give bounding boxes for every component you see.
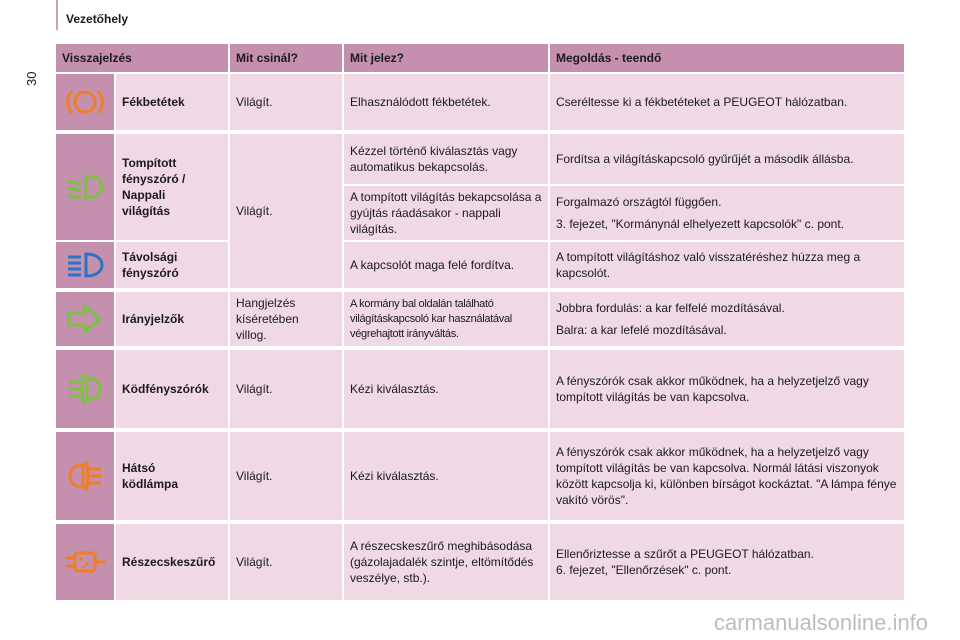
row-solution-lowbeam-b bbox=[550, 186, 904, 240]
dpf-solution-line: 6. fejezet, "Ellenőrzések" c. pont. bbox=[556, 563, 732, 577]
row-name-lowbeam bbox=[116, 134, 228, 240]
row-action-rearfog: Világít. bbox=[230, 432, 342, 520]
row-name-highbeam bbox=[116, 242, 228, 288]
row-meaning-rearfog: Kézi kiválasztás. bbox=[344, 432, 548, 520]
indicator-solution-line: Jobbra fordulás: a kar felfelé mozdításával. bbox=[556, 301, 785, 315]
lowbeam-name-line: fényszóró / bbox=[122, 172, 186, 186]
row-name-fog: Ködfényszórók bbox=[116, 350, 228, 428]
row-name-dpf: Részecskeszűrő bbox=[116, 524, 228, 600]
direction-arrow-icon bbox=[65, 303, 105, 335]
row-solution-highbeam: A tompított világításhoz való visszatéréshez húzza meg a kapcsolót. bbox=[550, 242, 904, 288]
rear-fog-icon bbox=[65, 459, 105, 493]
main-beam-icon bbox=[64, 250, 106, 280]
row-meaning-highbeam: A kapcsolót maga felé fordítva. bbox=[344, 242, 548, 288]
row-solution-dpf bbox=[550, 524, 904, 600]
row-action-lowbeam: Világít. bbox=[230, 134, 342, 288]
row-action-fog: Világít. bbox=[230, 350, 342, 428]
row-meaning-indicator: A kormány bal oldalán található világításkapcsoló kar használatával végrehajtott irányváltás. bbox=[344, 292, 548, 346]
row-name-brake: Fékbetétek bbox=[116, 74, 228, 130]
front-fog-icon bbox=[65, 372, 105, 406]
row-name-rearfog bbox=[116, 432, 228, 520]
rearfog-icon-cell bbox=[56, 432, 114, 520]
highbeam-icon-cell bbox=[56, 242, 114, 288]
section-bar bbox=[56, 0, 58, 30]
row-solution-rearfog: A fényszórók csak akkor működnek, ha a helyzetjelző vagy tompított világítás be van kapcsolva. Normál látási viszonyok között kapcsolja ki, különben bírságot kockáztat. "A lámpa fénye vakító vörös". bbox=[550, 432, 904, 520]
footer-watermark: carmanualsonline.info bbox=[713, 610, 928, 635]
particle-filter-icon bbox=[63, 547, 107, 577]
col-header-meaning: Mit jelez? bbox=[344, 44, 548, 72]
row-action-brake: Világít. bbox=[230, 74, 342, 130]
lowbeam-solution-line: Forgalmazó országtól függően. bbox=[556, 195, 722, 209]
row-solution-brake: Cseréltesse ki a fékbetéteket a PEUGEOT hálózatban. bbox=[550, 74, 904, 130]
row-solution-indicator bbox=[550, 292, 904, 346]
col-header-solution: Megoldás - teendő bbox=[550, 44, 904, 72]
dpf-solution-line: Ellenőriztesse a szűrőt a PEUGEOT hálózatban. bbox=[556, 547, 814, 561]
lowbeam-icon-cell bbox=[56, 134, 114, 240]
highbeam-name-line: Távolsági bbox=[122, 250, 178, 264]
row-meaning-brake: Elhasználódott fékbetétek. bbox=[344, 74, 548, 130]
lowbeam-solution-line: 3. fejezet, "Kormánynál elhelyezett kapcsolók" c. pont. bbox=[556, 217, 845, 231]
indicator-action-line: Hangjelzés bbox=[236, 296, 296, 310]
indicator-action-line: villog. bbox=[236, 328, 267, 342]
row-meaning-dpf: A részecskeszűrő meghibásodása (gázolajadalék szintje, eltömítődés veszélye, stb.). bbox=[344, 524, 548, 600]
indicator-solution-line: Balra: a kar lefelé mozdításával. bbox=[556, 323, 727, 337]
page-title: Vezetőhely bbox=[66, 12, 129, 26]
brake-pad-warning-icon bbox=[65, 86, 105, 118]
lowbeam-name-line: Nappali bbox=[122, 188, 166, 202]
lowbeam-name-line: világítás bbox=[122, 204, 171, 218]
col-header-indicator: Visszajelzés bbox=[56, 44, 228, 72]
col-header-action: Mit csinál? bbox=[230, 44, 342, 72]
row-solution-fog: A fényszórók csak akkor működnek, ha a helyzetjelző vagy tompított világítás be van kapcsolva. bbox=[550, 350, 904, 428]
indicator-icon-cell bbox=[56, 292, 114, 346]
rearfog-name-line: Hátsó bbox=[122, 461, 156, 475]
row-action-indicator bbox=[230, 292, 342, 346]
row-meaning-lowbeam-a: Kézzel történő kiválasztás vagy automatikus bekapcsolás. bbox=[344, 134, 548, 184]
lowbeam-name-line: Tompított bbox=[122, 156, 177, 170]
row-action-dpf: Világít. bbox=[230, 524, 342, 600]
row-solution-lowbeam-a: Fordítsa a világításkapcsoló gyűrűjét a második állásba. bbox=[550, 134, 904, 184]
highbeam-name-line: fényszóró bbox=[122, 266, 179, 280]
fog-icon-cell bbox=[56, 350, 114, 428]
row-name-indicator: Irányjelzők bbox=[116, 292, 228, 346]
dpf-icon-cell bbox=[56, 524, 114, 600]
brake-icon-cell bbox=[56, 74, 114, 130]
rearfog-name-line: ködlámpa bbox=[122, 477, 179, 491]
dipped-beam-icon bbox=[64, 172, 106, 202]
row-meaning-lowbeam-b: A tompított világítás bekapcsolása a gyújtás ráadásakor - nappali világítás. bbox=[344, 186, 548, 240]
indicator-action-line: kíséretében bbox=[236, 312, 299, 326]
page-number: 30 bbox=[24, 71, 39, 86]
row-meaning-fog: Kézi kiválasztás. bbox=[344, 350, 548, 428]
indicator-table bbox=[56, 44, 904, 600]
